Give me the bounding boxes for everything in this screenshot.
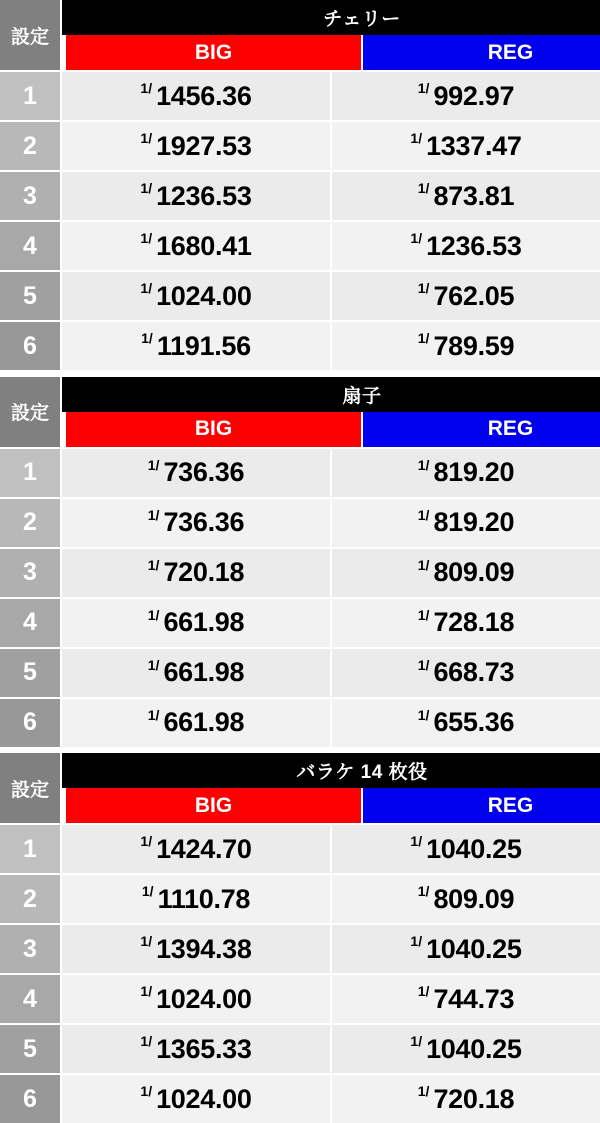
big-value-cell <box>62 170 332 220</box>
header-right-group <box>62 377 600 447</box>
reg-column-header: REG <box>363 35 600 70</box>
fraction-prefix: 1/ <box>147 556 160 573</box>
reg-value-cell <box>332 1073 600 1123</box>
reg-value-cell <box>332 1023 600 1073</box>
reg-value-cell <box>332 447 600 497</box>
big-value: 661.98 <box>163 607 245 637</box>
subheader-row <box>62 412 600 447</box>
big-value: 661.98 <box>163 657 245 687</box>
setting-column-header: 設定 <box>0 753 62 823</box>
table-row <box>0 923 600 973</box>
table-row <box>0 973 600 1023</box>
title-row <box>62 0 600 35</box>
big-value: 1024.00 <box>156 280 252 311</box>
big-value: 736.36 <box>163 457 245 487</box>
table-row <box>0 823 600 873</box>
big-value: 1424.70 <box>156 833 252 864</box>
reg-value-cell <box>332 873 600 923</box>
reg-value: 873.81 <box>433 180 515 211</box>
setting-column-header: 設定 <box>0 0 62 70</box>
big-value-cell <box>62 1023 332 1073</box>
big-value-cell <box>62 547 332 597</box>
reg-value-cell <box>332 320 600 370</box>
setting-value: 4 <box>0 597 62 647</box>
setting-value: 2 <box>0 497 62 547</box>
big-value: 1024.00 <box>156 983 252 1014</box>
fraction-prefix: 1/ <box>141 330 153 346</box>
big-value: 1236.53 <box>156 180 252 211</box>
big-value-cell <box>62 497 332 547</box>
fraction-prefix: 1/ <box>147 606 160 623</box>
fraction-prefix: 1/ <box>140 1033 153 1049</box>
fraction-prefix: 1/ <box>410 933 423 949</box>
fraction-prefix: 1/ <box>410 230 423 246</box>
fraction-prefix: 1/ <box>417 280 430 296</box>
table-row <box>0 597 600 647</box>
setting-value: 1 <box>0 823 62 873</box>
reg-value: 744.73 <box>433 983 515 1014</box>
reg-value-cell <box>332 697 600 747</box>
fraction-prefix: 1/ <box>417 556 430 573</box>
fraction-prefix: 1/ <box>147 706 160 723</box>
reg-value-cell <box>332 120 600 170</box>
setting-value: 1 <box>0 70 62 120</box>
big-value: 1191.56 <box>156 330 251 361</box>
setting-column-header: 設定 <box>0 377 62 447</box>
fraction-prefix: 1/ <box>417 983 430 999</box>
setting-value: 6 <box>0 320 62 370</box>
big-value-cell <box>62 597 332 647</box>
table-header <box>0 377 600 447</box>
reg-value-cell <box>332 497 600 547</box>
big-value: 1927.53 <box>156 130 252 161</box>
reg-value: 789.59 <box>433 330 515 361</box>
fraction-prefix: 1/ <box>140 80 153 96</box>
reg-value-cell <box>332 547 600 597</box>
table-title: バラケ 14 枚役 <box>62 753 600 788</box>
big-value-cell <box>62 973 332 1023</box>
fraction-prefix: 1/ <box>417 883 430 899</box>
fraction-prefix: 1/ <box>417 706 430 723</box>
reg-value: 819.20 <box>433 457 515 487</box>
big-column-header: BIG <box>62 788 363 823</box>
subheader-row <box>62 35 600 70</box>
fraction-prefix: 1/ <box>417 656 430 673</box>
fraction-prefix: 1/ <box>417 80 430 96</box>
fraction-prefix: 1/ <box>410 130 423 146</box>
table-row <box>0 873 600 923</box>
reg-value: 1337.47 <box>426 130 522 161</box>
fraction-prefix: 1/ <box>147 456 160 473</box>
big-value-cell <box>62 220 332 270</box>
fraction-prefix: 1/ <box>417 456 430 473</box>
table-row <box>0 320 600 370</box>
setting-value: 4 <box>0 973 62 1023</box>
table-header <box>0 753 600 823</box>
table-row <box>0 1023 600 1073</box>
reg-value-cell <box>332 270 600 320</box>
fraction-prefix: 1/ <box>410 833 423 849</box>
big-value: 1024.00 <box>156 1083 252 1114</box>
fraction-prefix: 1/ <box>140 230 153 246</box>
fraction-prefix: 1/ <box>140 983 153 999</box>
big-value-cell <box>62 873 332 923</box>
big-value-cell <box>62 823 332 873</box>
big-value-cell <box>62 70 332 120</box>
reg-value: 728.18 <box>433 607 515 637</box>
fraction-prefix: 1/ <box>141 883 154 899</box>
reg-value: 655.36 <box>433 707 515 737</box>
fraction-prefix: 1/ <box>140 130 153 146</box>
table-row <box>0 547 600 597</box>
fraction-prefix: 1/ <box>417 330 430 346</box>
setting-value: 1 <box>0 447 62 497</box>
big-value: 720.18 <box>163 557 245 587</box>
reg-value: 668.73 <box>433 657 515 687</box>
setting-value: 3 <box>0 547 62 597</box>
fraction-prefix: 1/ <box>417 1083 430 1099</box>
setting-value: 5 <box>0 647 62 697</box>
setting-value: 5 <box>0 270 62 320</box>
fraction-prefix: 1/ <box>417 506 430 523</box>
fraction-prefix: 1/ <box>140 833 153 849</box>
table-row <box>0 647 600 697</box>
setting-value: 3 <box>0 170 62 220</box>
big-value-cell <box>62 270 332 320</box>
big-value: 1110.78 <box>157 883 251 914</box>
big-value-cell <box>62 697 332 747</box>
big-value: 1394.38 <box>156 933 252 964</box>
reg-value: 1040.25 <box>426 833 522 864</box>
reg-value: 762.05 <box>433 280 515 311</box>
setting-value: 6 <box>0 697 62 747</box>
subheader-row <box>62 788 600 823</box>
reg-value-cell <box>332 823 600 873</box>
table-row <box>0 70 600 120</box>
big-value-cell <box>62 647 332 697</box>
table-cherry <box>0 0 600 370</box>
reg-value: 992.97 <box>433 80 515 111</box>
fraction-prefix: 1/ <box>140 1083 153 1099</box>
big-value-cell <box>62 1073 332 1123</box>
big-value: 1365.33 <box>156 1033 252 1064</box>
reg-value: 1040.25 <box>426 1033 522 1064</box>
setting-value: 4 <box>0 220 62 270</box>
reg-column-header: REG <box>363 412 600 447</box>
fraction-prefix: 1/ <box>417 180 430 196</box>
reg-value-cell <box>332 973 600 1023</box>
table-row <box>0 447 600 497</box>
reg-value-cell <box>332 647 600 697</box>
big-value-cell <box>62 923 332 973</box>
header-right-group <box>62 753 600 823</box>
fraction-prefix: 1/ <box>140 933 153 949</box>
reg-value: 809.09 <box>433 883 515 914</box>
big-value-cell <box>62 447 332 497</box>
fraction-prefix: 1/ <box>140 280 153 296</box>
big-value-cell <box>62 320 332 370</box>
table-title: チェリー <box>62 0 600 35</box>
header-right-group <box>62 0 600 70</box>
table-row <box>0 1073 600 1123</box>
reg-column-header: REG <box>363 788 600 823</box>
table-sensu <box>0 377 600 747</box>
table-row <box>0 120 600 170</box>
setting-value: 2 <box>0 120 62 170</box>
reg-value-cell <box>332 923 600 973</box>
title-row <box>62 753 600 788</box>
title-row <box>62 377 600 412</box>
table-row <box>0 170 600 220</box>
setting-value: 2 <box>0 873 62 923</box>
big-value: 1456.36 <box>156 80 252 111</box>
reg-value-cell <box>332 597 600 647</box>
table-row <box>0 270 600 320</box>
reg-value: 720.18 <box>433 1083 515 1114</box>
big-column-header: BIG <box>62 35 363 70</box>
fraction-prefix: 1/ <box>140 180 153 196</box>
big-value: 1680.41 <box>156 230 252 261</box>
big-column-header: BIG <box>62 412 363 447</box>
setting-value: 6 <box>0 1073 62 1123</box>
big-value: 736.36 <box>163 507 245 537</box>
fraction-prefix: 1/ <box>417 606 430 623</box>
reg-value-cell <box>332 170 600 220</box>
big-value-cell <box>62 120 332 170</box>
setting-value: 3 <box>0 923 62 973</box>
setting-value: 5 <box>0 1023 62 1073</box>
reg-value-cell <box>332 70 600 120</box>
reg-value: 819.20 <box>433 507 515 537</box>
fraction-prefix: 1/ <box>410 1033 423 1049</box>
table-row <box>0 220 600 270</box>
table-barake-14mai <box>0 753 600 1123</box>
reg-value-cell <box>332 220 600 270</box>
reg-value: 809.09 <box>433 557 515 587</box>
table-title: 扇子 <box>62 377 600 412</box>
fraction-prefix: 1/ <box>147 506 160 523</box>
table-row <box>0 497 600 547</box>
fraction-prefix: 1/ <box>147 656 160 673</box>
reg-value: 1236.53 <box>426 230 522 261</box>
reg-value: 1040.25 <box>426 933 522 964</box>
big-value: 661.98 <box>163 707 245 737</box>
table-header <box>0 0 600 70</box>
table-row <box>0 697 600 747</box>
